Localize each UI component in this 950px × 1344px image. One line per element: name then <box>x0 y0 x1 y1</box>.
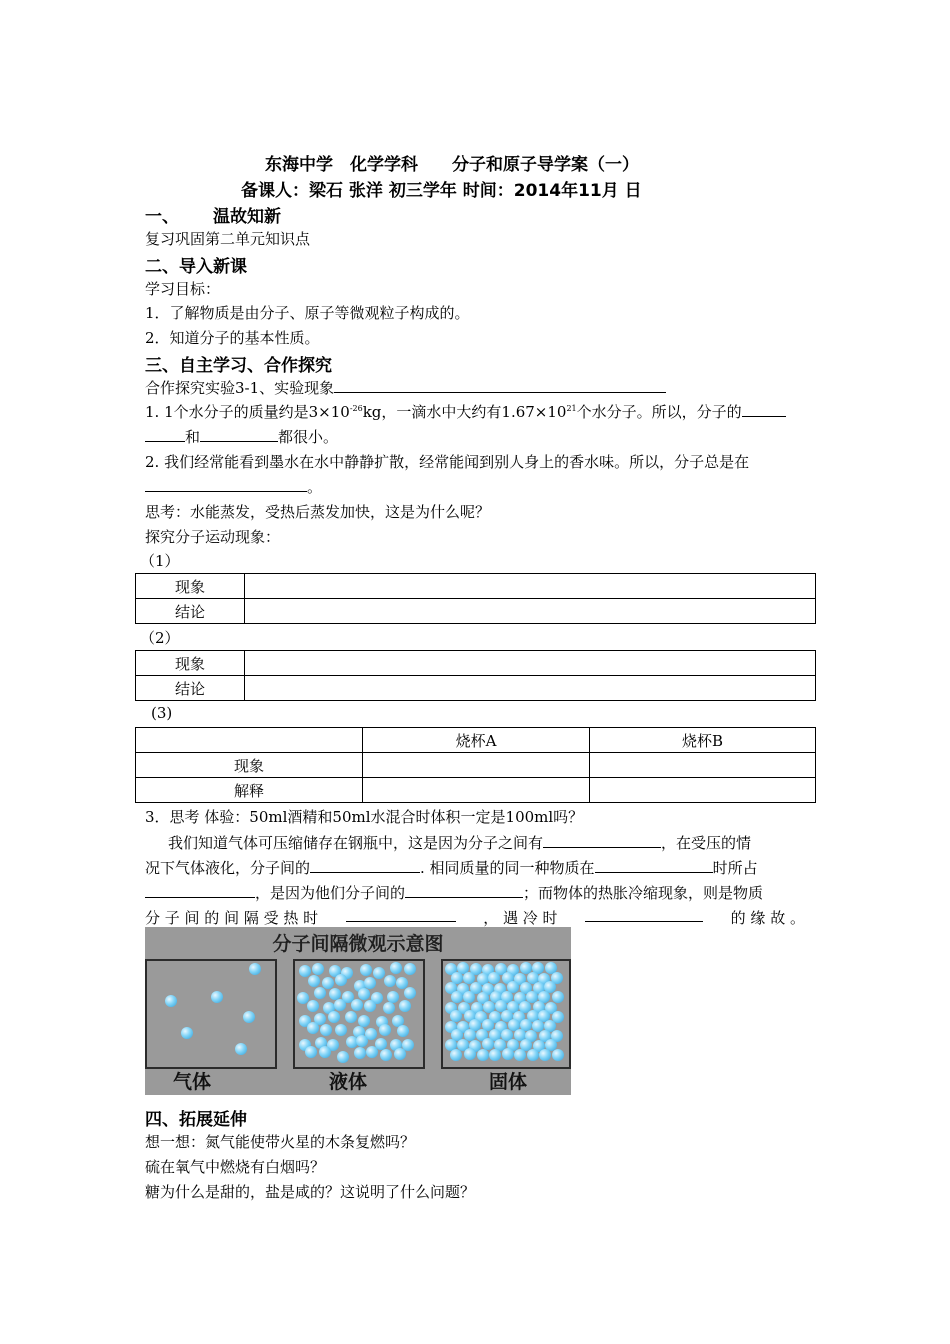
solid-label: 固体 <box>489 1071 528 1093</box>
answer-cell[interactable] <box>245 651 816 676</box>
section-2-heading: 二、导入新课 <box>145 257 247 277</box>
liquid-molecule <box>307 1000 319 1012</box>
gas-box <box>145 959 277 1069</box>
doc-title: 东海中学 化学学科 分子和原子导学案（一） <box>265 155 639 175</box>
solid-molecule <box>464 1048 476 1060</box>
answer-blank[interactable] <box>742 402 786 417</box>
p3-text-a: ，是因为他们分子间的 <box>255 884 406 902</box>
p1-text-a: 我们知道气体可压缩储存在钢瓶中，这是因为分子之间有 <box>168 834 544 852</box>
answer-blank[interactable] <box>543 833 661 848</box>
q1-text-b: kg，一滴水中大约有1.67×10 <box>362 403 567 421</box>
liquid-molecule <box>345 1011 357 1023</box>
goals-label: 学习目标： <box>145 280 221 298</box>
question-2-line-2 <box>145 476 322 497</box>
corner-cell <box>136 728 363 753</box>
gas-molecule <box>249 963 261 975</box>
liquid-molecule <box>314 987 326 999</box>
experiment-line <box>145 377 666 398</box>
answer-cell[interactable] <box>245 574 816 599</box>
row-header: 现象 <box>136 753 363 778</box>
gas-molecule <box>243 1011 255 1023</box>
answer-blank[interactable] <box>405 883 523 898</box>
gas-molecule <box>165 995 177 1007</box>
answer-blank[interactable] <box>310 858 420 873</box>
q1-text-c: 个水分子。所以，分子的 <box>576 403 742 421</box>
liquid-molecule <box>328 1011 340 1023</box>
table-2 <box>135 650 816 701</box>
table-row <box>136 599 816 624</box>
liquid-molecule <box>320 1024 332 1036</box>
liquid-molecule <box>305 1046 317 1058</box>
gas-molecule <box>211 991 223 1003</box>
liquid-box <box>293 959 425 1069</box>
table-3 <box>135 727 816 803</box>
liquid-molecule <box>312 963 324 975</box>
liquid-molecule <box>329 988 341 1000</box>
gas-molecule <box>235 1043 247 1055</box>
liquid-molecule <box>394 1048 406 1060</box>
liquid-molecule <box>358 1015 370 1027</box>
q2-text-b: 。 <box>307 478 323 496</box>
liquid-molecule <box>356 1035 368 1047</box>
p2-text-a: 况下气体液化，分子间的 <box>145 859 311 877</box>
answer-blank[interactable] <box>334 378 666 393</box>
row-header: 现象 <box>136 574 245 599</box>
liquid-molecule <box>399 1000 411 1012</box>
row-header: 结论 <box>136 676 245 701</box>
answer-cell[interactable] <box>245 676 816 701</box>
answer-blank[interactable] <box>145 477 307 492</box>
solid-molecule <box>552 1049 564 1061</box>
p4-text-a: 分 子 间 的 间 隔 受 热 时 <box>145 909 319 927</box>
solid-molecule <box>489 1049 501 1061</box>
liquid-molecule <box>373 967 385 979</box>
solid-molecule <box>450 1049 462 1061</box>
liquid-molecule <box>351 999 363 1011</box>
p4-text-c: 的 缘 故 。 <box>730 909 805 927</box>
table-3-label: (3) <box>151 704 173 722</box>
section-1-title: 温故知新 <box>213 207 281 227</box>
solid-molecule <box>539 1049 551 1061</box>
experiment-label: 合作探究实验3-1、实验现象 <box>145 379 335 397</box>
liquid-molecule <box>379 1024 391 1036</box>
section-4-heading: 四、拓展延伸 <box>145 1110 247 1130</box>
molecule-spacing-figure <box>145 927 571 1095</box>
p2-text-b: . 相同质量的同一种物质在 <box>420 859 595 877</box>
q1-exponent-1: -26 <box>349 404 363 413</box>
extension-line-2: 硫在氧气中燃烧有白烟吗？ <box>145 1158 326 1176</box>
answer-blank[interactable] <box>585 907 703 922</box>
liquid-molecule <box>337 1051 349 1063</box>
liquid-molecule <box>380 1049 392 1061</box>
liquid-molecule <box>383 1002 395 1014</box>
liquid-molecule <box>307 1022 319 1034</box>
table-2-label: （2） <box>140 629 180 647</box>
question-1-line-2 <box>145 426 338 447</box>
question-3: 3．思考 体验：50ml酒精和50ml水混合时体积一定是100ml吗？ <box>145 808 584 826</box>
solid-molecule <box>527 1049 539 1061</box>
liquid-molecule <box>322 977 334 989</box>
liquid-molecule <box>397 1025 409 1037</box>
gas-molecule <box>181 1027 193 1039</box>
paragraph-line-1 <box>168 832 751 853</box>
q1-exponent-2: 21 <box>566 404 577 413</box>
section-3-heading: 三、自主学习、合作探究 <box>145 356 332 376</box>
liquid-molecule <box>358 988 370 1000</box>
liquid-molecule <box>335 1024 347 1036</box>
table-row <box>136 651 816 676</box>
question-1-line-1 <box>145 401 786 422</box>
table-1-label: （1） <box>140 552 180 570</box>
table-row <box>136 676 816 701</box>
paragraph-line-2 <box>145 857 758 878</box>
solid-box <box>441 959 571 1069</box>
answer-cell[interactable] <box>363 778 590 803</box>
think-question: 思考：水能蒸发，受热后蒸发加快，这是为什么呢？ <box>145 503 491 521</box>
q1-text-d: 和 <box>185 428 201 446</box>
solid-molecule <box>477 1049 489 1061</box>
answer-cell[interactable] <box>245 599 816 624</box>
answer-cell[interactable] <box>590 778 816 803</box>
answer-blank[interactable] <box>595 858 713 873</box>
goal-1: 1．了解物质是由分子、原子等微观粒子构成的。 <box>145 304 470 322</box>
explore-label: 探究分子运动现象： <box>145 528 281 546</box>
table-row <box>136 753 816 778</box>
liquid-molecule <box>390 962 402 974</box>
answer-blank[interactable] <box>145 883 255 898</box>
gas-label: 气体 <box>173 1071 212 1093</box>
p4-text-b: ， 遇 冷 时 <box>483 909 558 927</box>
section-1-heading <box>145 202 281 227</box>
liquid-molecule <box>404 987 416 999</box>
answer-blank[interactable] <box>145 427 185 442</box>
liquid-molecule <box>404 963 416 975</box>
section-1-number: 一、 <box>145 207 179 227</box>
solid-molecule <box>451 991 463 1003</box>
liquid-molecule <box>364 977 376 989</box>
q1-text-e: 都很小。 <box>278 428 339 446</box>
solid-molecule <box>502 1048 514 1060</box>
table-row <box>136 574 816 599</box>
p1-text-b: ，在受压的情 <box>661 834 752 852</box>
liquid-molecule <box>364 1000 376 1012</box>
liquid-molecule <box>360 964 372 976</box>
q1-text-a: 1. 1个水分子的质量约是3×10 <box>145 403 350 421</box>
liquid-molecule <box>319 1046 331 1058</box>
table-row <box>136 778 816 803</box>
question-2-line-1: 2. 我们经常能看到墨水在水中静静扩散，经常能闻到别人身上的香水味。所以，分子总是在 <box>145 453 750 471</box>
solid-molecule <box>514 1049 526 1061</box>
liquid-label: 液体 <box>329 1071 368 1093</box>
goal-2: 2．知道分子的基本性质。 <box>145 329 320 347</box>
paragraph-line-4 <box>145 907 805 928</box>
p2-text-c: 时所占 <box>712 859 758 877</box>
liquid-molecule <box>384 975 396 987</box>
liquid-molecule <box>335 974 347 986</box>
doc-subtitle: 备课人：梁石 张洋 初三学年 时间：2014年11月 日 <box>241 181 642 201</box>
liquid-molecule <box>366 1046 378 1058</box>
answer-cell[interactable] <box>363 753 590 778</box>
p3-text-b: ；而物体的热胀冷缩现象，则是物质 <box>523 884 764 902</box>
paragraph-line-3 <box>145 882 763 903</box>
table-row <box>136 728 816 753</box>
row-header: 解释 <box>136 778 363 803</box>
review-text: 复习巩固第二单元知识点 <box>145 230 311 248</box>
liquid-molecule <box>334 999 346 1011</box>
answer-blank[interactable] <box>200 427 278 442</box>
liquid-molecule <box>354 1047 366 1059</box>
solid-molecule <box>552 991 564 1003</box>
liquid-molecule <box>308 975 320 987</box>
row-header: 现象 <box>136 651 245 676</box>
figure-title: 分子间隔微观示意图 <box>272 933 444 955</box>
extension-line-3: 糖为什么是甜的，盐是咸的？这说明了什么问题？ <box>145 1183 476 1201</box>
column-header: 烧杯B <box>590 728 816 753</box>
column-header: 烧杯A <box>363 728 590 753</box>
answer-blank[interactable] <box>346 907 456 922</box>
table-1 <box>135 573 816 624</box>
extension-line-1: 想一想：氮气能使带火星的木条复燃吗？ <box>145 1133 416 1151</box>
row-header: 结论 <box>136 599 245 624</box>
answer-cell[interactable] <box>590 753 816 778</box>
